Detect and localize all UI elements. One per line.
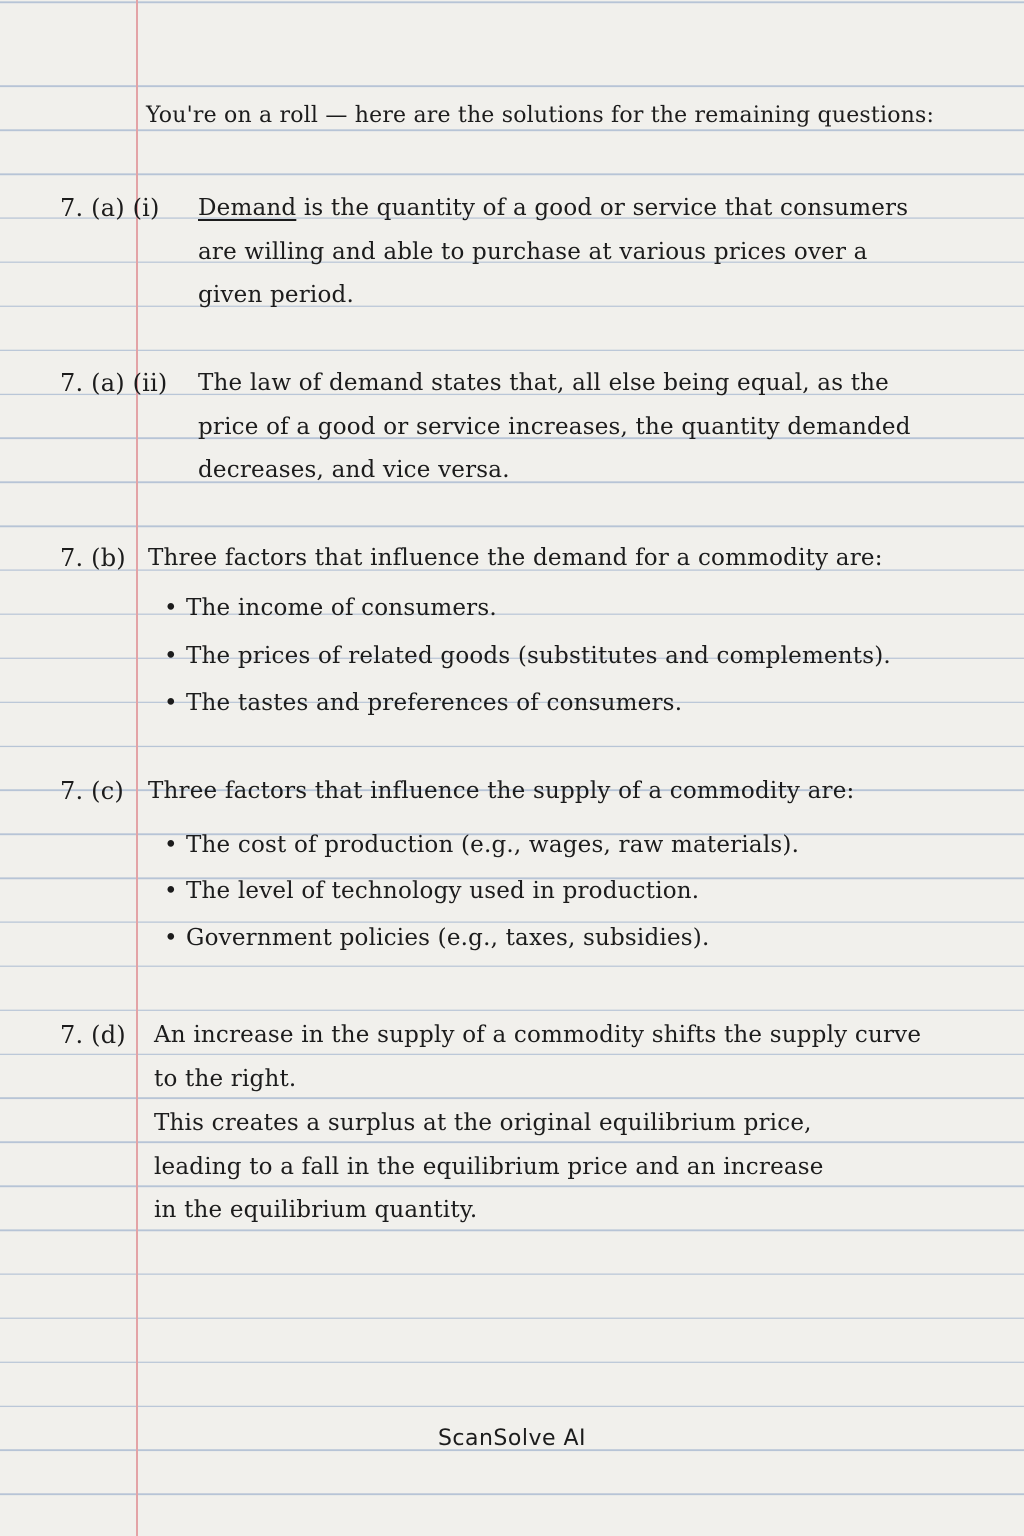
question-label-7d: 7. (d) (60, 1021, 126, 1049)
answer-7b-bullet-1: The income of consumers. (186, 595, 497, 621)
bullet-icon: • (164, 595, 178, 621)
bullet-icon: • (164, 832, 178, 858)
answer-7ai-line-1-rest: is the quantity of a good or service that consumers (296, 195, 909, 221)
margin-line (136, 0, 138, 1536)
answer-7c-bullet-2: The level of technology used in production. (186, 878, 700, 904)
footer-brand: ScanSolve AI (437, 1426, 587, 1451)
intro-text: You're on a roll — here are the solutions for the remaining questions: (146, 103, 935, 128)
question-label-7b: 7. (b) (60, 544, 126, 572)
answer-7d-line-4: leading to a fall in the equilibrium price and an increase (154, 1154, 824, 1180)
question-label-7c: 7. (c) (60, 777, 124, 805)
bullet-icon: • (164, 925, 178, 951)
answer-7b-bullet-2: The prices of related goods (substitutes and complements). (186, 643, 891, 669)
bullet-icon: • (164, 878, 178, 904)
answer-7b-bullet-3: The tastes and preferences of consumers. (186, 690, 683, 716)
answer-7aii-line-2: price of a good or service increases, the quantity demanded (198, 414, 911, 440)
bullet-icon: • (164, 643, 178, 669)
answer-7ai-line-2: are willing and able to purchase at various prices over a (198, 239, 868, 265)
answer-7d-line-3: This creates a surplus at the original equilibrium price, (154, 1110, 812, 1136)
answer-7c-bullet-3: Government policies (e.g., taxes, subsidies). (186, 925, 710, 951)
question-label-7aii: 7. (a) (ii) (60, 369, 168, 397)
answer-7c-bullet-1: The cost of production (e.g., wages, raw materials). (186, 832, 800, 858)
answer-7ai-line-3: given period. (198, 282, 354, 308)
answer-7ai-line-1 (198, 193, 908, 223)
answer-7aii-line-1: The law of demand states that, all else being equal, as the (198, 370, 889, 396)
answer-7aii-line-3: decreases, and vice versa. (198, 457, 510, 483)
answer-7d-line-2: to the right. (154, 1066, 297, 1092)
answer-7c-heading: Three factors that influence the supply of a commodity are: (148, 778, 855, 804)
answer-7b-heading: Three factors that influence the demand for a commodity are: (148, 545, 883, 571)
term-demand: Demand (198, 195, 297, 221)
bullet-icon: • (164, 690, 178, 716)
answer-7d-line-5: in the equilibrium quantity. (154, 1197, 478, 1223)
question-label-7ai: 7. (a) (i) (60, 194, 160, 222)
answer-7d-line-1: An increase in the supply of a commodity shifts the supply curve (154, 1022, 922, 1048)
